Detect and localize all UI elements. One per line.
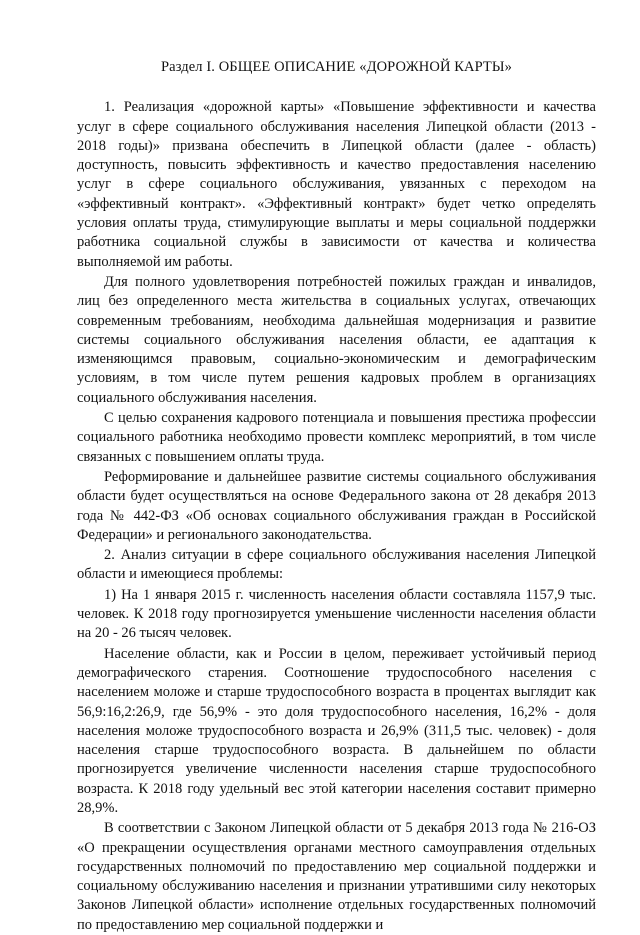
paragraph-6: 1) На 1 января 2015 г. численность населения области составляла 1157,9 тыс. человек. К 2018 году прогнозируется уменьшение численности населения области на 20 - 26 тысяч человек. [77,586,596,642]
paragraph-3: С целью сохранения кадрового потенциала и повышения престижа профессии социального работника необходимо провести комплекс мероприятий, в том числе связанных с повышением оплаты труда. [77,410,596,465]
paragraph-1: 1. Реализация «дорожной карты» «Повышение эффективности и качества услуг в сфере социального обслуживания населения Липецкой области (2013 - 2018 годы)» призвана обеспечить в Липецкой области (далее - область) доступность, повысить эффективность и качество предоставления населению услуг в сфере социального обслуживания, увязанных с переходом на «эффективный контракт». «Эффективный контракт» будет четко определять условия оплаты труда, стимулирующие выплаты и меры социальной поддержки работника социальной службы в зависимости от качества и количества выполняемой им работы. [77,99,596,270]
paragraph-4: Реформирование и дальнейшее развитие системы социального обслуживания области будет осуществляться на основе Федерального закона от 28 декабря 2013 года № 442-ФЗ «Об основах социального обслуживания граждан в Российской Федерации» и регионального законодательства. [77,468,596,543]
paragraph-5: 2. Анализ ситуации в сфере социального обслуживания населения Липецкой области и имеющиеся проблемы: [77,547,596,583]
paragraph-7: Население области, как и России в целом, переживает устойчивый период демографического старения. Соотношение трудоспособного населения с населением моложе и старше трудоспособного возраста в процентах выглядит как 56,9:16,2:26,9, где 56,9% - это доля трудоспособного населения, 16,2% - доля населения моложе трудоспособного возраста и 26,9% (311,5 тыс. человек) - доля населения старше трудоспособного возраста. В дальнейшем по области прогнозируется увеличение численности населения старше трудоспособного возраста. К 2018 году удельный вес этой категории населения составит примерно 28,9%. [77,645,596,816]
paragraph-8: В соответствии с Законом Липецкой области от 5 декабря 2013 года № 216-ОЗ «О прекращении осуществления органами местного самоуправления отдельных государственных полномочий по предоставлению мер социальной поддержки и социальному обслуживанию населения и признании утратившими силу некоторых Законов Липецкой области» исполнение отдельных государственных полномочий по предоставлению мер социальной поддержки и [77,820,596,933]
section-title: Раздел I. ОБЩЕЕ ОПИСАНИЕ «ДОРОЖНОЙ КАРТЫ» [161,59,512,75]
paragraph-2: Для полного удовлетворения потребностей пожилых граждан и инвалидов, лиц без определенного места жительства в социальных услугах, отвечающих современным требованиям, необходима дальнейшая модернизация и развитие системы социального обслуживания населения области, ее адаптация к изменяющимся правовым, социально-экономическим и демографическим условиям, в том числе путем решения кадровых проблем в организациях социального обслуживания населения. [77,273,596,406]
